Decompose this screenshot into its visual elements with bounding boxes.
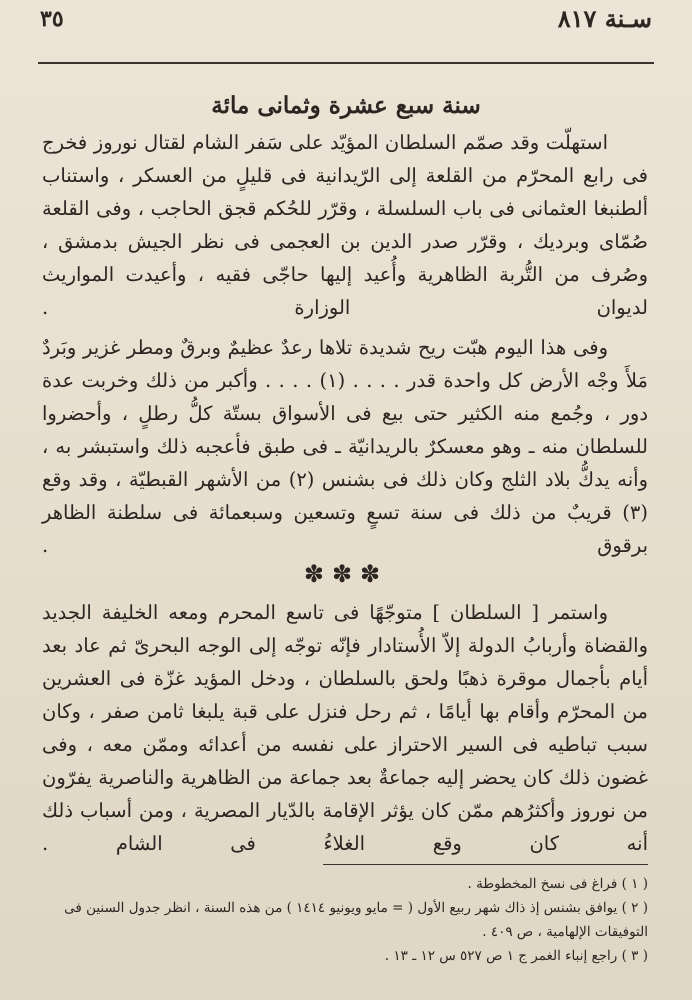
paragraph-3: واستمر [ السلطان ] متوجّهًا فى تاسع المحرم ومعه الخليفة الجديد والقضاة وأربابُ الدولة إلاّ الأُستادار فإنّه توجّه إلى الوجه البحرىّ ثم عاد بعد أيام بأجمال موقرة ذهبًا ولحق بالسلطان ، ودخل المؤيد غزّة فى العشرين من المحرّم وأقام بها أيامًا ، ثم رحل فنزل على قبة يلبغا ثامن صفر ، وكان سبب تباطيه فى السير الاحتراز على نفسه من أعدائه وممّن معه ، وفى غضون ذلك كان يحضر إليه جماعةٌ بعد جماعة من الظاهرية والناصرية يفرّون من نوروز وأكثرُهم ممّن كان يؤثر الإقامة بالدّيار المصرية ، ومن أسباب ذلك أنه كان وقع الغلاءُ فى الشام . [42, 601, 648, 855]
page-header [40, 4, 652, 44]
chapter-title: سنة سبع عشرة وثمانى مائة [211, 92, 481, 119]
paragraph-2: وفى هذا اليوم هبّت ريح شديدة تلاها رعدٌ عظيمٌ وبرقٌ ومطر غزير وبَردٌ مَلأَ وجْه الأرض كل واحدة قدر . . . . (١) . . . . وأكبر من ذلك وخربت عدة دور ، وجُمع منه الكثير حتى بيع فى الأسواق بستّة كلُّ رطلٍ ، وأحضروا للسلطان منه ـ وهو معسكرٌ بالريدانيّة ـ فى طبق فأعجبه ذلك واستبشر به ، وأنه يدكُّ بلاد الثلج وكان ذلك فى بشنس (٢) من الأشهر القبطيّة ، وقد وقع (٣) قريبٌ من ذلك فى سنة تسعٍ وتسعين وسبعمائة فى سلطنة الظاهر برقوق . [42, 336, 648, 557]
footnote-1: ( ١ ) فراغ فى نسخ المخطوطة . [467, 876, 648, 892]
footnote-3: ( ٣ ) راجع إنباء الغمر ج ١ ص ٥٢٧ س ١٢ ـ ١٣ . [384, 948, 648, 964]
running-head: سـنة ٨١٧ [557, 4, 652, 33]
paragraph-1: استهلّت وقد صمّم السلطان المؤيّد على سَفر الشام لقتال نوروز فخرج فى رابع المحرّم من القلعة إلى الرّيدانية فى قليلٍ من العسكر ، واستناب ألطنبغا العثمانى فى باب السلسلة ، وقرّر للحُكم قجق الحاجب ، وفى القلعة صُمّاى وبرديك ، وقرّر صدر الدين بن العجمى فى نظر الجيش بدمشق ، وصُرف من التُّربة الظاهرية وأُعيد إليها حاجّى فقيه ، وأعيدت المواريث لديوان الوزارة . [42, 131, 648, 319]
footnote-rule [323, 864, 648, 865]
header-rule [38, 62, 654, 64]
footnotes [44, 872, 648, 968]
footnote-2: ( ٢ ) يوافق بشنس إذ ذاك شهر ربيع الأول ( = مايو ويونيو ١٤١٤ ) من هذه السنة ، انظر جدول السنين فى التوفيقات الإلهامية ، ص ٤٠٩ . [64, 900, 648, 940]
page-number: ٣٥ [40, 6, 64, 32]
section-ornament: ✽✽✽ [303, 560, 389, 588]
